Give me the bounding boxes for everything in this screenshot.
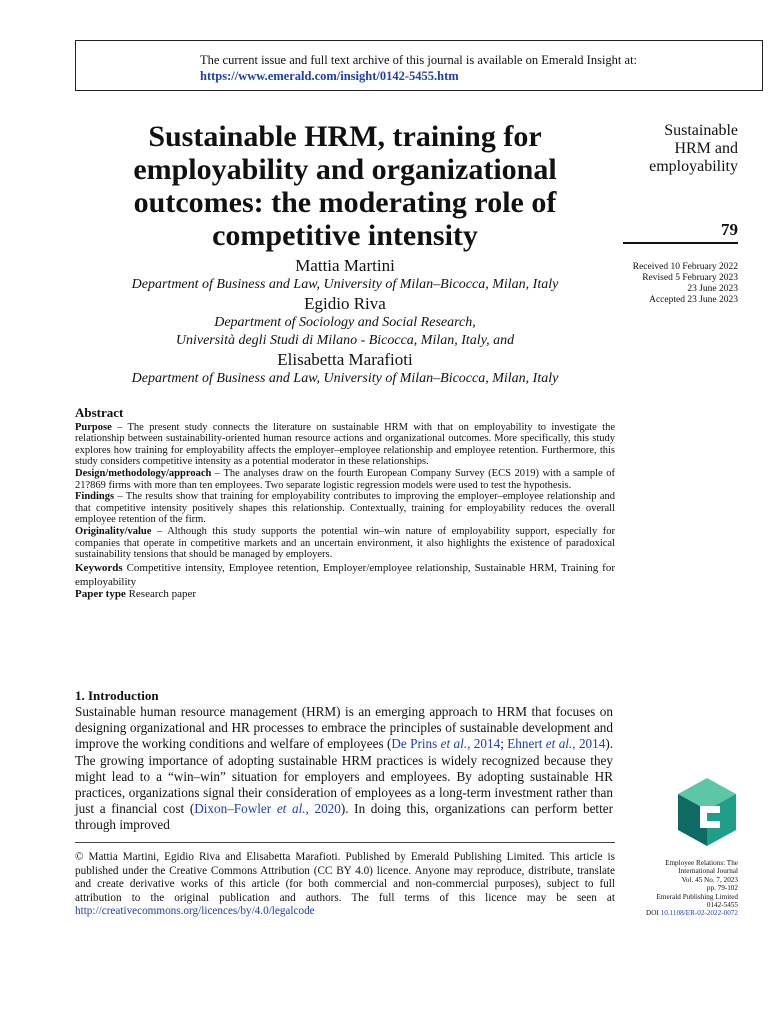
paper-type-label: Paper type [75, 587, 126, 600]
journal-info [600, 859, 738, 918]
author-affiliation: Università degli Studi di Milano - Bicocca, Milan, Italy, and [175, 333, 515, 348]
journal-line: pp. 79-102 [706, 884, 738, 893]
citation-link[interactable]: Ehnert et al., 2014 [507, 736, 606, 752]
design-label: Design/methodology/approach [75, 467, 212, 479]
journal-line: Employee Relations: The [665, 859, 738, 867]
abstract-originality [75, 526, 615, 561]
journal-banner [75, 40, 763, 91]
intro-text: ). The growing importance of adopting sustainable HRM practices is widely recognized because they might lead to a “win–win” situation for employers and employees. By adopting sustainable HR practices, organizations signal their consideration of employees as a long-term investment rather than just a financial cost ( [75, 736, 614, 817]
journal-url-link[interactable]: https://www.emerald.com/insight/0142-5455.htm [200, 69, 459, 83]
date-line: Revised 5 February 2023 [642, 273, 738, 283]
keywords [75, 561, 615, 589]
sidebar-rule [623, 242, 738, 244]
author-name: Mattia Martini [295, 256, 395, 275]
running-title-line: employability [649, 158, 738, 175]
article-title: Sustainable HRM, training for employability and organizational outcomes: the moderating role of competitive intensity [133, 120, 557, 252]
doi-line: DOI 10.1108/ER-02-2022-0072 [646, 909, 738, 918]
purpose-text: – The present study connects the literature on sustainable HRM with that on employability to investigate the relationship between sustainability-oriented human resource actions and organizational outcomes. More specifically, this study explores how training for employability affects the employer–employee relationship and employee retention. Furthermore, this study considers competitive intensity as a potential moderator in these relationships. [75, 421, 615, 468]
author-name: Egidio Riva [304, 294, 386, 313]
date-line: Received 10 February 2022 [632, 262, 738, 272]
creative-commons-logo-icon [676, 776, 738, 848]
journal-line: 0142-5455 [706, 901, 738, 910]
journal-line: Emerald Publishing Limited [656, 892, 738, 901]
findings-label: Findings [75, 491, 115, 503]
findings-text: – The results show that training for employability contributes to improving the employer–employee relationship and that competitive intensity positively shapes this relationship. Contextually, training for employability reduces the overall employee retention of the firm. [75, 491, 615, 526]
intro-text: ). In doing this, organizations can perform better through improved [75, 801, 613, 833]
section-heading: 1. Introduction [75, 688, 159, 703]
licence-link[interactable]: http://creativecommons.org/licences/by/4.0/legalcode [75, 905, 315, 918]
purpose-label: Purpose [75, 421, 112, 433]
abstract-findings [75, 491, 615, 526]
design-text: – The analyses draw on the fourth European Company Survey (ECS 2019) with a sample of 21?869 firms with more than ten employees. Two separate logistic regression models were used to test the hypothesis. [75, 467, 615, 491]
citation-link[interactable]: De Prins et al., 2014 [391, 736, 501, 752]
footnote-separator [75, 842, 615, 843]
author-affiliation: Department of Business and Law, University of Milan–Bicocca, Milan, Italy [131, 371, 559, 386]
copyright-notice [75, 851, 615, 919]
running-title [600, 122, 738, 176]
journal-line: Vol. 45 No. 7, 2023 [681, 875, 738, 884]
paper-type-text: Research paper [125, 587, 197, 600]
intro-text: ; [500, 736, 508, 752]
author-affiliation: Department of Sociology and Social Research, [214, 315, 476, 330]
date-line: Accepted 23 June 2023 [649, 295, 738, 305]
running-title-line: HRM and [674, 140, 738, 157]
copyright-text: © Mattia Martini, Egidio Riva and Elisabetta Marafioti. Published by Emerald Publishing Limited. This article is published under the Creative Commons Attribution (CC BY 4.0) licence. Anyone may reproduce, distribute, translate and create derivative works of this article (for both commercial and non-commercial purposes), subject to full attribution to the original publication and authors. The full terms of this licence may be seen at [75, 851, 615, 904]
citation-link[interactable]: Dixon–Fowler et al., 2020 [194, 801, 341, 817]
originality-label: Originality/value [75, 525, 152, 537]
running-title-line: Sustainable [664, 122, 738, 139]
keywords-text: Competitive intensity, Employee retention, Employer/employee relationship, Sustainable HRM, Training for employability [75, 561, 615, 588]
abstract [75, 407, 615, 600]
abstract-heading: Abstract [75, 405, 124, 420]
abstract-design [75, 468, 615, 491]
date-line: 23 June 2023 [687, 284, 738, 294]
author-name: Elisabetta Marafioti [277, 350, 413, 369]
paper-type [75, 589, 615, 601]
originality-text: – Although this study supports the potential win–win nature of employability support, especially for companies that operate in competitive markets and an uncertain environment, it also highlights the existence of paradoxical sustainability tensions that should be managed by employers. [75, 525, 615, 561]
introduction-paragraph [75, 704, 613, 834]
intro-text: Sustainable human resource management (HRM) is an emerging approach to HRM that focuses on designing organizational and HR processes to embrace the principles of sustainable development and improve the working conditions and welfare of employees ( [75, 704, 613, 752]
journal-line: International Journal [678, 867, 738, 876]
banner-text: The current issue and full text archive of this journal is available on Emerald Insight at: [200, 53, 638, 67]
keywords-label: Keywords [75, 561, 123, 574]
article-dates [600, 262, 738, 306]
abstract-purpose [75, 422, 615, 468]
author-affiliation: Department of Business and Law, University of Milan–Bicocca, Milan, Italy [131, 277, 559, 292]
doi-link[interactable]: 10.1108/ER-02-2022-0072 [660, 909, 738, 918]
page-number: 79 [721, 220, 738, 239]
